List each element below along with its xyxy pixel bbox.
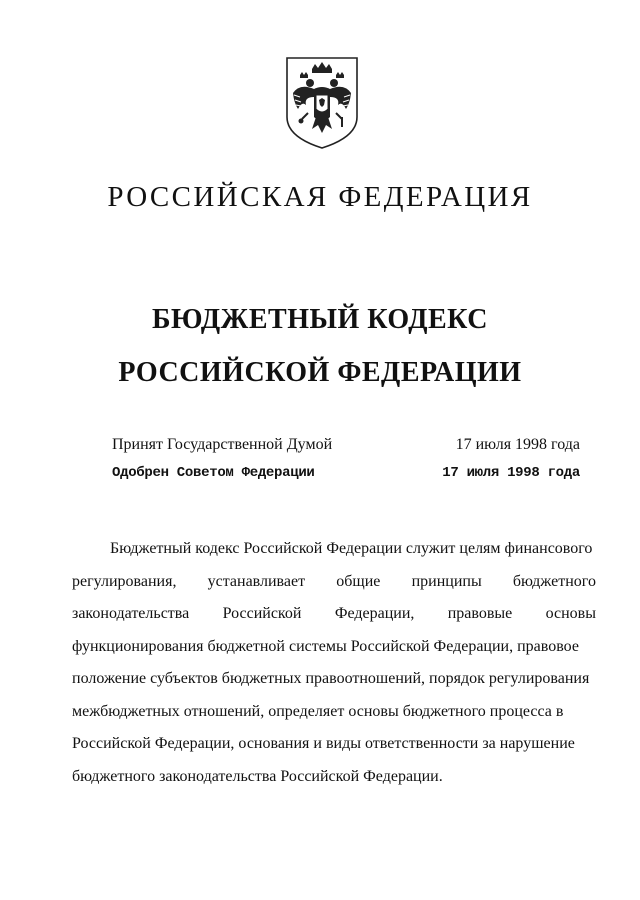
document-title-line-2: РОССИЙСКОЙ ФЕДЕРАЦИИ (118, 357, 522, 388)
coat-of-arms-icon (284, 55, 360, 151)
preamble-line: Бюджетный кодекс Российской Федерации служит целям финансового (110, 540, 593, 557)
adopted-label: Принят Государственной Думой (112, 436, 333, 453)
preamble-line: положение субъектов бюджетных правоотношений, порядок регулирования (72, 670, 590, 687)
preamble-word: общие (336, 572, 381, 590)
preamble-word: устанавливает (207, 572, 306, 590)
preamble-line-justified (72, 566, 596, 599)
preamble-word: бюджетного (512, 572, 596, 590)
preamble-line-justified (72, 598, 596, 631)
preamble-line: межбюджетных отношений, определяет основы бюджетного процесса в (72, 702, 564, 720)
preamble-word: Федерации, (334, 605, 415, 622)
preamble-line: функционирования бюджетной системы Российской Федерации, правовое (72, 637, 579, 655)
approved-label: Одобрен Советом Федерации (112, 465, 315, 481)
preamble-word: законодательства (72, 605, 190, 622)
preamble-line: Российской Федерации, основания и виды ответственности за нарушение (72, 735, 575, 752)
adopted-date: 17 июля 1998 года (455, 436, 580, 453)
preamble-word: основы (545, 605, 596, 622)
preamble-paragraph (72, 533, 596, 793)
preamble-word: принципы (411, 572, 482, 590)
adoption-row-duma (112, 436, 580, 458)
approved-date: 17 июля 1998 года (442, 465, 580, 481)
preamble-word: Российской (222, 605, 302, 622)
preamble-word: регулирования, (72, 572, 177, 590)
document-title-line-1: БЮДЖЕТНЫЙ КОДЕКС (151, 304, 489, 335)
adoption-row-council (112, 465, 580, 487)
country-heading: РОССИЙСКАЯ ФЕДЕРАЦИЯ (107, 181, 533, 213)
preamble-line: бюджетного законодательства Российской Федерации. (72, 767, 443, 785)
preamble-word: правовые (447, 605, 513, 622)
